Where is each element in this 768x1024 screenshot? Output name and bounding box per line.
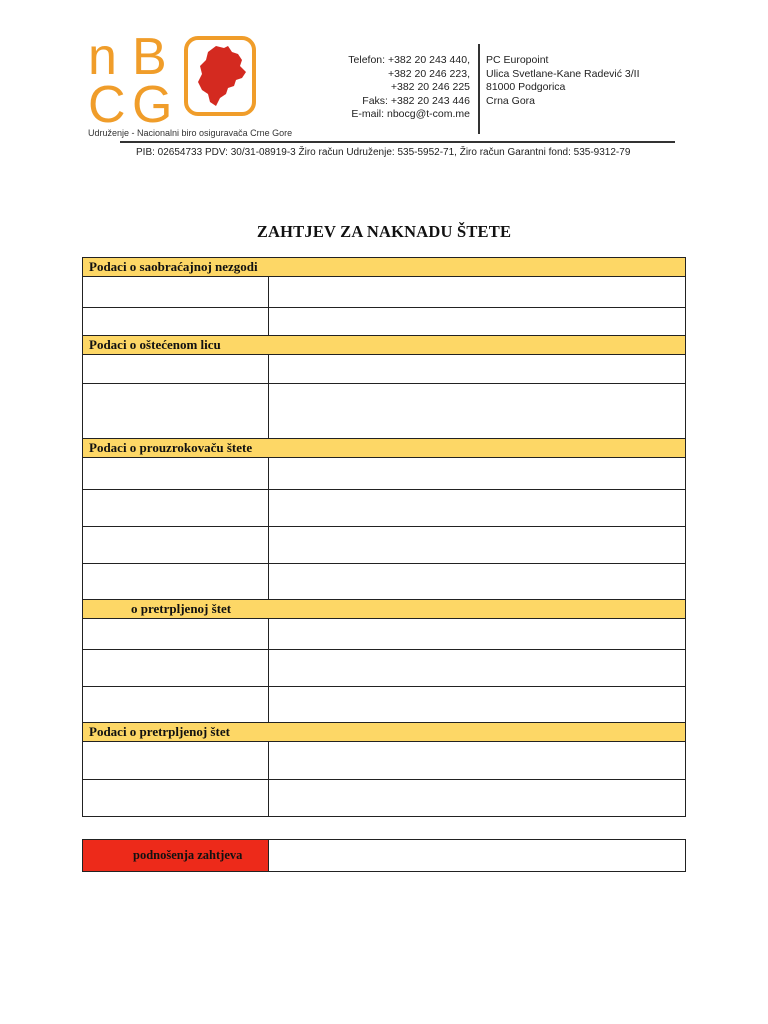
section-heading-damage-causer: Podaci o prouzrokovaču štete — [82, 438, 686, 458]
contact-block — [300, 54, 470, 122]
address-line: Ulica Svetlane-Kane Radević 3/II — [486, 67, 640, 80]
row-value-field[interactable] — [269, 458, 685, 489]
row-value-field[interactable] — [269, 742, 685, 779]
claim-form — [82, 258, 686, 817]
row-value-field[interactable] — [269, 490, 685, 526]
form-row — [82, 650, 686, 687]
row-label — [83, 619, 269, 649]
nbcg-logo — [88, 28, 293, 138]
form-row — [82, 527, 686, 564]
row-value-field[interactable] — [269, 527, 685, 563]
form-row — [82, 458, 686, 490]
contact-phone-line: +382 20 246 225 — [390, 81, 470, 93]
section-heading-damage-details: Podaci o pretrpljenoj štet — [82, 722, 686, 742]
logo-letter-g: G — [132, 76, 172, 134]
row-value-field[interactable] — [269, 308, 685, 335]
logo-subtitle: Udruženje - Nacionalni biro osiguravača Crne Gore — [88, 128, 293, 138]
form-row — [82, 355, 686, 384]
form-row — [82, 308, 686, 336]
row-value-field[interactable] — [269, 564, 685, 599]
logo-letter-n: n — [88, 28, 116, 86]
form-row — [82, 687, 686, 723]
row-value-field[interactable] — [269, 619, 685, 649]
row-value-field[interactable] — [269, 384, 685, 438]
form-row — [82, 490, 686, 527]
submission-date-field[interactable] — [269, 840, 685, 871]
form-row — [82, 742, 686, 780]
submission-date-label: podnošenja zahtjeva — [83, 840, 269, 871]
row-label — [83, 308, 269, 335]
form-row — [82, 780, 686, 817]
contact-fax-line: Faks: +382 20 243 446 — [362, 94, 470, 107]
page-title: ZAHTJEV ZA NAKNADU ŠTETE — [256, 222, 512, 241]
row-label — [83, 564, 269, 599]
contact-phone-line: +382 20 246 223, — [387, 67, 470, 80]
logo-letter-c: C — [88, 76, 125, 134]
section-heading-damage-incurred: o pretrpljenoj štet — [82, 599, 686, 619]
section-heading-injured-party: Podaci o oštećenom licu — [82, 335, 686, 355]
row-value-field[interactable] — [269, 687, 685, 722]
registry-line: PIB: 02654733 PDV: 30/31-08919-3 Žiro račun Udruženje: 535-5952-71, Žiro račun Garantni fond: 535-9312-79 — [136, 147, 631, 158]
form-row — [82, 384, 686, 439]
row-value-field[interactable] — [269, 277, 685, 307]
row-label — [83, 742, 269, 779]
form-row — [82, 277, 686, 308]
row-label — [83, 355, 269, 383]
row-label — [83, 384, 269, 438]
address-block — [486, 54, 666, 108]
submission-date-row — [82, 839, 686, 872]
section-heading-accident: Podaci o saobraćajnoj nezgodi — [82, 257, 686, 277]
form-row — [82, 564, 686, 600]
letterhead-rule — [120, 141, 675, 143]
row-value-field[interactable] — [269, 650, 685, 686]
logo-letter-b: B — [132, 28, 166, 86]
letterhead-divider — [478, 44, 480, 134]
row-value-field[interactable] — [269, 355, 685, 383]
row-value-field[interactable] — [269, 780, 685, 816]
contact-email-line: E-mail: nbocg@t-com.me — [351, 108, 470, 120]
address-line: PC Europoint — [486, 54, 549, 66]
address-line: 81000 Podgorica — [486, 81, 566, 93]
row-label — [83, 490, 269, 526]
row-label — [83, 277, 269, 307]
row-label — [83, 458, 269, 489]
row-label — [83, 650, 269, 686]
row-label — [83, 687, 269, 722]
address-line: Crna Gora — [486, 94, 536, 107]
montenegro-map-icon — [196, 44, 248, 110]
form-row — [82, 619, 686, 650]
row-label — [83, 780, 269, 816]
row-label — [83, 527, 269, 563]
contact-phone-line: Telefon: +382 20 243 440, — [348, 54, 470, 66]
